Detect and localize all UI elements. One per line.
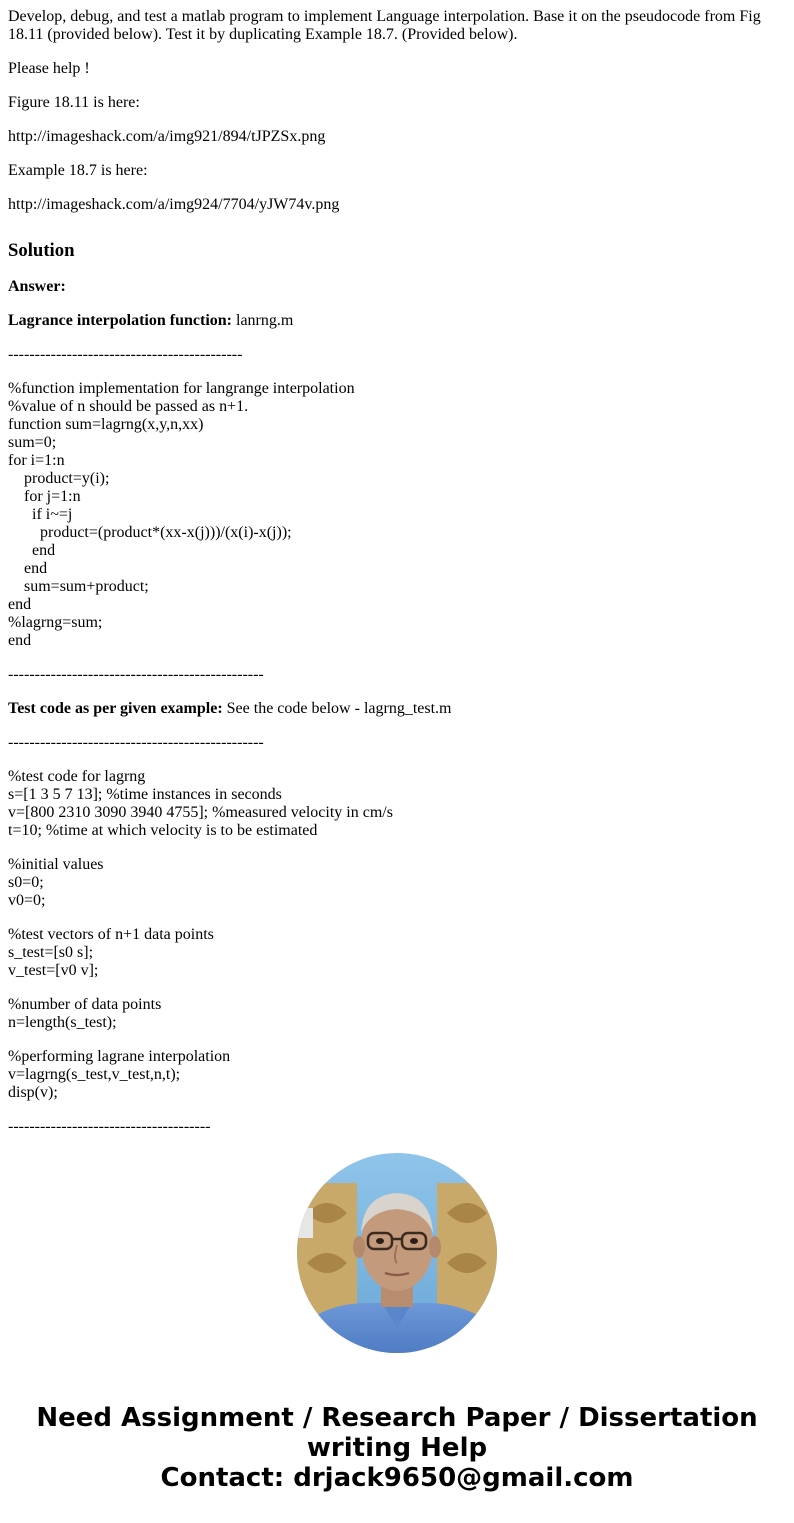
code-line: end xyxy=(8,632,32,649)
code-line: v=[800 2310 3090 3940 4755]; %measured velocity in cm/s xyxy=(8,804,393,821)
code-line: %number of data points xyxy=(8,996,162,1013)
example-url[interactable]: http://imageshack.com/a/img924/7704/yJW74v.png xyxy=(8,196,340,213)
test-code-block-5 xyxy=(8,1048,778,1102)
code-line: %lagrng=sum; xyxy=(8,614,103,631)
code-line: %initial values xyxy=(8,856,104,873)
code-line: v0=0; xyxy=(8,892,46,909)
test-code-block-2 xyxy=(8,856,778,910)
code-line: for i=1:n xyxy=(8,452,65,469)
answer-label xyxy=(8,278,778,296)
code-line: %test vectors of n+1 data points xyxy=(8,926,214,943)
separator-3: ------------------------------------------------ xyxy=(8,734,264,751)
code-line: %value of n should be passed as n+1. xyxy=(8,398,249,415)
figure-url[interactable]: http://imageshack.com/a/img921/894/tJPZSx.png xyxy=(8,128,326,145)
code-line: end xyxy=(8,596,32,613)
avatar-portrait-image xyxy=(297,1153,497,1353)
code-line: end xyxy=(8,542,56,559)
code-line: s=[1 3 5 7 13]; %time instances in seconds xyxy=(8,786,282,803)
code-line: for j=1:n xyxy=(8,488,81,505)
code-line: %test code for lagrng xyxy=(8,768,146,785)
code-line: v=lagrng(s_test,v_test,n,t); xyxy=(8,1066,181,1083)
code-line: sum=sum+product; xyxy=(8,578,149,595)
code-line: disp(v); xyxy=(8,1084,58,1101)
code-line: product=y(i); xyxy=(8,470,110,487)
question-line-1: Develop, debug, and test a matlab program to implement Language interpolation. Base it on the pseudocode from Fig xyxy=(8,8,761,25)
code-line: sum=0; xyxy=(8,434,57,451)
code-line: %performing lagrane interpolation xyxy=(8,1048,231,1065)
code-line: function sum=lagrng(x,y,n,xx) xyxy=(8,416,204,433)
code-line: n=length(s_test); xyxy=(8,1014,117,1031)
test-code-block-4 xyxy=(8,996,778,1032)
code-line: %function implementation for langrange interpolation xyxy=(8,380,355,397)
code-line: end xyxy=(8,560,48,577)
code-line: product=(product*(xx-x(j)))/(x(i)-x(j)); xyxy=(8,524,292,541)
document-body xyxy=(8,8,778,1152)
function-label-bold: Lagrance interpolation function: xyxy=(8,312,232,329)
function-code xyxy=(8,380,778,650)
test-code-label xyxy=(8,700,778,718)
figure-label: Figure 18.11 is here: xyxy=(8,94,140,111)
separator-4: -------------------------------------- xyxy=(8,1118,211,1135)
separator-1: -------------------------------------------- xyxy=(8,346,243,363)
footer-contact: Contact: drjack9650@gmail.com xyxy=(160,1463,634,1493)
please-help-text: Please help ! xyxy=(8,60,90,77)
answer-label-text: Answer: xyxy=(8,278,66,295)
separator-2: ------------------------------------------------ xyxy=(8,666,264,683)
footer-line-1: Need Assignment / Research Paper / Dissertation xyxy=(36,1403,758,1433)
test-code-block-3 xyxy=(8,926,778,980)
function-label xyxy=(8,312,778,330)
question-text xyxy=(8,8,778,44)
code-line: t=10; %time at which velocity is to be estimated xyxy=(8,822,318,839)
code-line: s_test=[s0 s]; xyxy=(8,944,94,961)
footer-line-2: writing Help xyxy=(306,1433,488,1463)
footer-banner xyxy=(0,1403,794,1493)
question-line-2: 18.11 (provided below). Test it by duplicating Example 18.7. (Provided below). xyxy=(8,26,518,43)
code-line: v_test=[v0 v]; xyxy=(8,962,99,979)
function-filename: lanrng.m xyxy=(232,312,294,329)
solution-heading: Solution xyxy=(8,240,75,261)
test-code-label-bold: Test code as per given example: xyxy=(8,700,223,717)
example-label: Example 18.7 is here: xyxy=(8,162,148,179)
avatar xyxy=(297,1153,497,1353)
test-code-block-1 xyxy=(8,768,778,840)
code-line: if i~=j xyxy=(8,506,73,523)
code-line: s0=0; xyxy=(8,874,44,891)
test-code-description: See the code below - lagrng_test.m xyxy=(222,700,452,717)
